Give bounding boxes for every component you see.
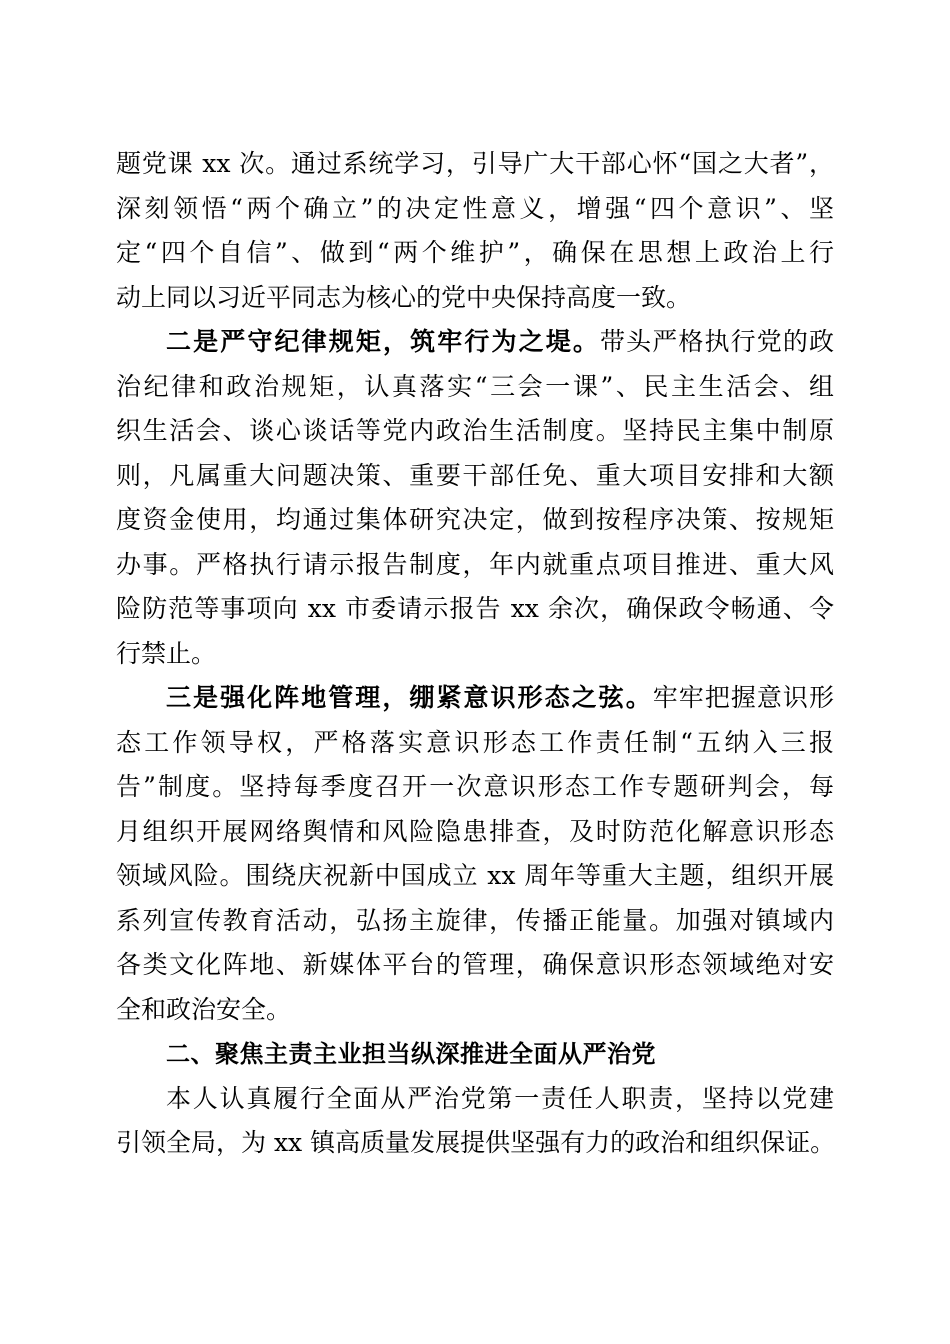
text-line: 全和政治安全。: [116, 994, 292, 1024]
text-line: [116, 676, 834, 721]
text-line: 动上同以习近平同志为核心的党中央保持高度一致。: [116, 282, 692, 312]
text-line: 办事。严格执行请示报告制度，年内就重点项目推进、重大风: [116, 549, 834, 579]
text-line: 险防范等事项向 xx 市委请示报告 xx 余次，确保政令畅通、令: [116, 594, 834, 623]
text-line: 治纪律和政治规矩，认真落实“三会一课”、民主生活会、组: [116, 371, 834, 401]
text-line: 题党课 xx 次。通过系统学习，引导广大干部心怀“国之大者”，: [116, 149, 834, 178]
section-heading: 二、聚焦主责主业担当纵深推进全面从严治党: [166, 1040, 656, 1068]
text-line: 度资金使用，均通过集体研究决定，做到按程序决策、按规矩: [116, 505, 834, 534]
text-run: 带头严格执行党的政: [599, 327, 834, 356]
document-page: [116, 142, 834, 1166]
text-line: 领域风险。围绕庆祝新中国成立 xx 周年等重大主题，组织开展: [116, 861, 834, 890]
text-line: 引领全局，为 xx 镇高质量发展提供坚强有力的政治和组织保证。: [116, 1128, 836, 1157]
text-line: [116, 320, 834, 365]
text-line: 态工作领导权，严格落实意识形态工作责任制“五纳入三报: [116, 727, 834, 757]
text-run: 牢牢把握意识形: [652, 683, 834, 712]
paragraph-lead: 三是强化阵地管理，绷紧意识形态之弦。: [166, 683, 653, 712]
text-line: 行禁止。: [116, 638, 217, 668]
text-line: 则，凡属重大问题决策、重要干部任免、重大项目安排和大额: [116, 460, 834, 490]
text-line: 月组织开展网络舆情和风险隐患排查，及时防范化解意识形态: [116, 816, 834, 846]
paragraph-discipline: [116, 320, 834, 676]
text-line: 各类文化阵地、新媒体平台的管理，确保意识形态领域绝对安: [116, 950, 834, 979]
text-line: 定“四个自信”、做到“两个维护”，确保在思想上政治上行: [116, 238, 834, 267]
text-line: 告”制度。坚持每季度召开一次意识形态工作专题研判会，每: [116, 772, 834, 801]
paragraph-lead: 二是严守纪律规矩，筑牢行为之堤。: [166, 327, 600, 356]
text-line: 系列宣传教育活动，弘扬主旋律，传播正能量。加强对镇域内: [116, 905, 834, 935]
text-line: 本人认真履行全面从严治党第一责任人职责，坚持以党建: [166, 1083, 834, 1113]
paragraph-responsibility: [116, 1077, 834, 1166]
text-line: 织生活会、谈心谈话等党内政治生活制度。坚持民主集中制原: [116, 416, 834, 445]
text-line: 深刻领悟“两个确立”的决定性意义，增强“四个意识”、坚: [116, 193, 834, 223]
paragraph-ideology: [116, 676, 834, 1032]
paragraph-study: [116, 142, 834, 320]
